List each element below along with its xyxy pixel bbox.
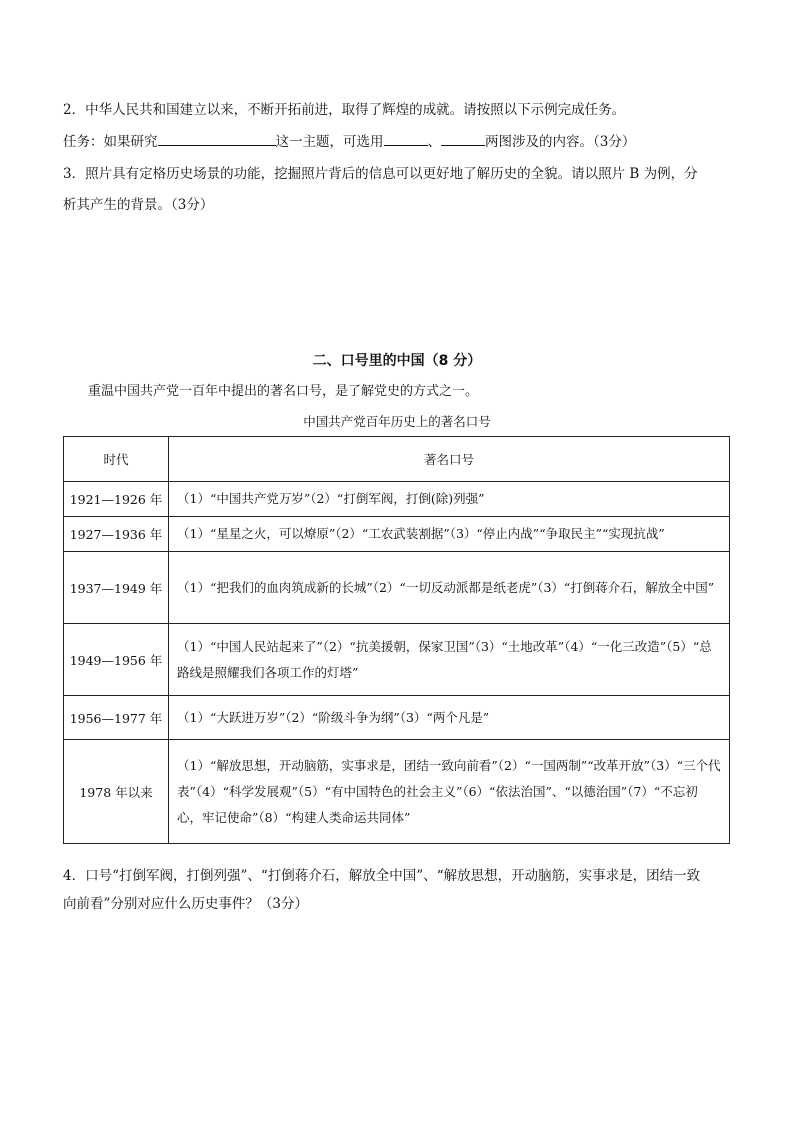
- era-cell: 1921—1926 年: [64, 482, 169, 517]
- q2-text: 2．中华人民共和国建立以来，不断开拓前进，取得了辉煌的成就。请按照以下示例完成任务。: [63, 102, 626, 118]
- section-title: 二、口号里的中国（8 分）: [312, 353, 482, 369]
- slogans-cell: （1）“解放思想，开动脑筋，实事求是，团结一致向前看”（2）“一国两制”“改革开放”（3）“三个代表”（4）“科学发展观”（5）“有中国特色的社会主义”（6）“依法治国”、“以德治国”（7）“不忘初心，牢记使命”（8）“构建人类命运共同体”: [169, 740, 730, 844]
- q3-line-2: 析其产生的背景。（3分）: [63, 197, 214, 213]
- q3-line-1: 3．照片具有定格历史场景的功能，挖掘照片背后的信息可以更好地了解历史的全貌。请以照片 B 为例，分: [63, 166, 698, 182]
- era-cell: 1927—1936 年: [64, 517, 169, 552]
- slogans-cell: （1）“中国共产党万岁”（2）“打倒军阀，打倒(除)列强”: [169, 482, 730, 517]
- q4-line-1: 4．口号“打倒军阀，打倒列强”、“打倒蒋介石，解放全中国”、“解放思想，开动脑筋，实事求是，团结一致: [63, 868, 701, 884]
- table-row: [64, 624, 730, 696]
- era-cell: 1978 年以来: [64, 740, 169, 844]
- q4-line-2: 向前看”分别对应什么历史事件？（3分）: [63, 896, 308, 912]
- table-row: [64, 517, 730, 552]
- era-cell: 1956—1977 年: [64, 696, 169, 740]
- slogans-cell: （1）“星星之火，可以燎原”（2）“工农武装割据”（3）“停止内战”“争取民主”“实现抗战”: [169, 517, 730, 552]
- answer-blank-figure-2[interactable]: [441, 131, 485, 146]
- era-cell: 1937—1949 年: [64, 552, 169, 624]
- answer-blank-figure-1[interactable]: [384, 131, 428, 146]
- table-row: [64, 740, 730, 844]
- q2-task-mid: 这一主题，可选用: [275, 134, 384, 150]
- era-cell: 1949—1956 年: [64, 624, 169, 696]
- q2-task-prefix: 任务：如果研究: [63, 134, 158, 150]
- table-header-row: [64, 437, 730, 482]
- header-slogans: 著名口号: [169, 437, 730, 482]
- answer-blank-theme[interactable]: [158, 131, 276, 146]
- table-caption: 中国共产党百年历史上的著名口号: [303, 414, 491, 429]
- table-row: [64, 482, 730, 517]
- q2-task-sep: 、: [427, 134, 441, 150]
- slogans-cell: （1）“中国人民站起来了”（2）“抗美援朝，保家卫国”（3）“土地改革”（4）“一化三改造”（5）“总路线是照耀我们各项工作的灯塔”: [169, 624, 730, 696]
- q2-task: [63, 131, 635, 152]
- section-intro: 重温中国共产党一百年中提出的著名口号，是了解党史的方式之一。: [88, 384, 479, 399]
- q2-task-suffix: 两图涉及的内容。（3分）: [485, 134, 636, 150]
- slogans-cell: （1）“把我们的血肉筑成新的长城”（2）“一切反动派都是纸老虎”（3）“打倒蒋介石，解放全中国”: [169, 552, 730, 624]
- header-era: 时代: [64, 437, 169, 482]
- slogans-cell: （1）“大跃进万岁”（2）“阶级斗争为纲”（3）“两个凡是”: [169, 696, 730, 740]
- slogans-table: [63, 436, 730, 844]
- table-row: [64, 696, 730, 740]
- table-row: [64, 552, 730, 624]
